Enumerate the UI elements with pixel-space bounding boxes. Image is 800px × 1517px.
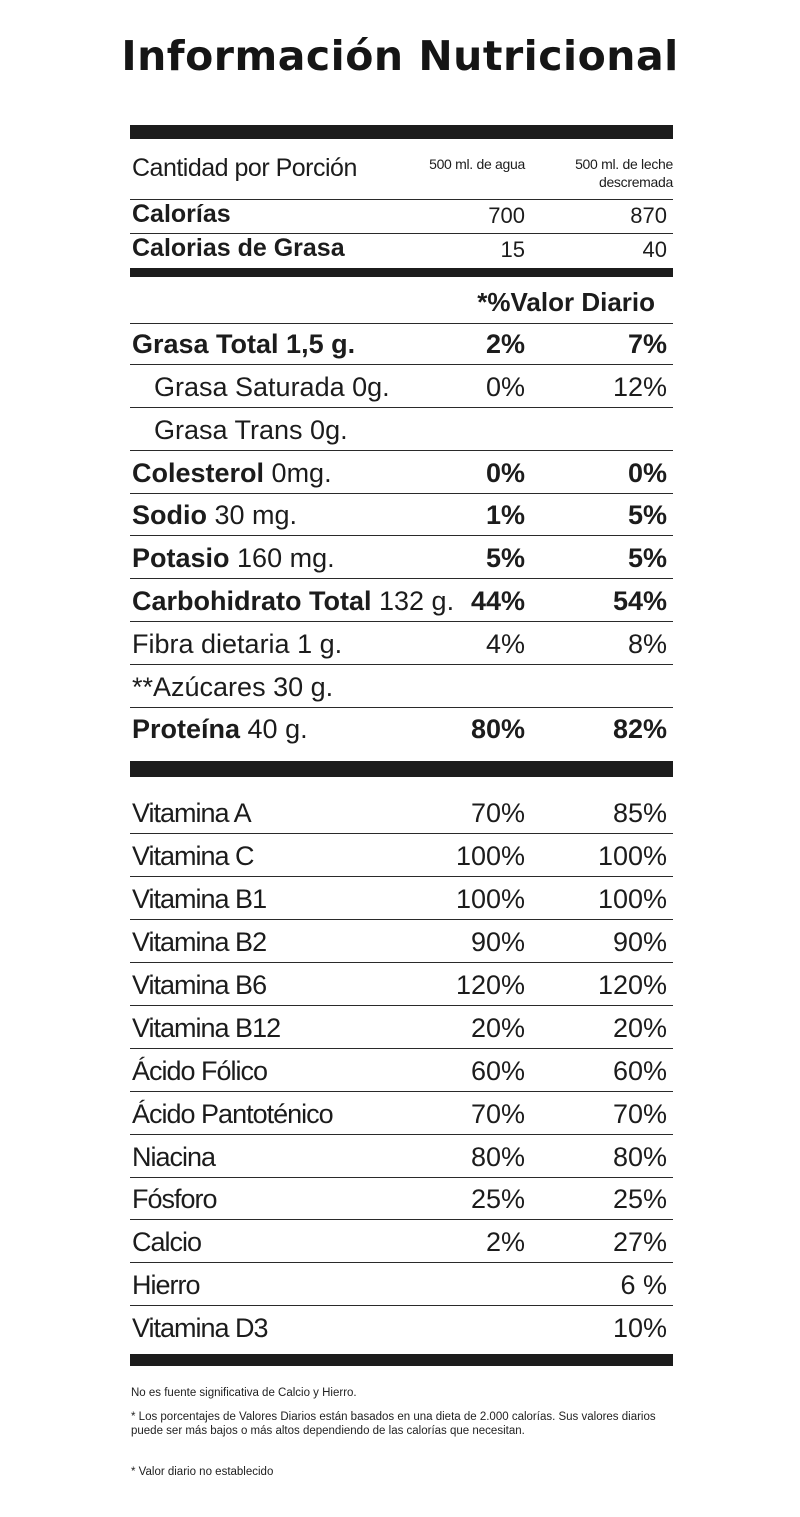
nutrient-name <box>132 672 333 703</box>
vitamin-name: Vitamina D3 <box>132 1313 268 1344</box>
vitamin-milk-value: 100% <box>597 841 667 872</box>
nutrient-name <box>132 500 297 531</box>
nutrient-name <box>132 714 308 745</box>
vitamin-name: Ácido Pantoténico <box>132 1098 333 1129</box>
vitamin-milk-value: 80% <box>612 1141 667 1172</box>
nutrient-milk-value: 7% <box>627 329 667 360</box>
nutrient-name-amount: Grasa Saturada 0g. <box>154 372 390 403</box>
bottom-divider-bar <box>130 1354 673 1366</box>
vitamin-row <box>130 1221 673 1263</box>
nutrient-row <box>130 494 673 536</box>
fat-calories-water-value: 15 <box>500 237 525 262</box>
nutrient-name <box>132 329 355 360</box>
nutrient-name <box>154 372 390 403</box>
vitamin-row <box>130 921 673 963</box>
serving-label: Cantidad por Porción <box>132 154 357 182</box>
nutrient-water-value: 44% <box>470 586 525 617</box>
vitamin-milk-value: 60% <box>612 1055 667 1086</box>
nutrient-water-value: 5% <box>485 543 525 574</box>
nutrient-name-amount: 0mg. <box>264 457 332 488</box>
nutrient-row <box>130 665 673 707</box>
vitamin-name: Vitamina C <box>132 841 254 872</box>
column-water-label: 500 ml. de agua <box>429 156 525 172</box>
vitamin-milk-value: 10% <box>612 1313 667 1344</box>
calories-milk-value: 870 <box>630 203 667 228</box>
fat-calories-label: Calorias de Grasa <box>132 234 345 262</box>
nutrient-water-value: 4% <box>485 628 525 659</box>
column-milk-label-line1: 500 ml. de leche <box>575 156 673 172</box>
nutrient-milk-value: 5% <box>627 500 667 531</box>
nutrient-row <box>130 580 673 622</box>
vitamin-water-value: 25% <box>470 1184 525 1215</box>
nutrient-name-bold: Potasio <box>132 543 230 574</box>
vitamin-row <box>130 1007 673 1049</box>
vitamin-water-value: 2% <box>485 1227 525 1258</box>
nutrient-row <box>130 451 673 493</box>
calories-row <box>130 199 673 234</box>
vitamin-water-value: 90% <box>470 927 525 958</box>
nutrient-water-value: 2% <box>485 329 525 360</box>
vitamin-milk-value: 85% <box>612 798 667 829</box>
nutrient-row <box>130 366 673 408</box>
vitamin-name: Vitamina B12 <box>132 1012 281 1043</box>
vitamin-milk-value: 25% <box>612 1184 667 1215</box>
vitamin-row <box>130 1135 673 1177</box>
column-milk-label-line2: descremada <box>598 174 673 190</box>
footnote-not-established: * Valor diario no establecido <box>131 1466 274 1478</box>
vitamin-name: Calcio <box>132 1227 202 1258</box>
nutrient-name-bold: Grasa Total 1,5 g. <box>132 329 356 360</box>
nutrient-row <box>130 537 673 579</box>
nutrient-name <box>132 458 332 489</box>
vitamin-name: Vitamina A <box>132 798 251 829</box>
vitamin-water-value: 120% <box>455 969 525 1000</box>
nutrient-name <box>132 586 454 617</box>
nutrient-row <box>130 323 673 365</box>
nutrient-milk-value: 54% <box>612 586 667 617</box>
fat-calories-row <box>130 235 673 267</box>
vitamin-water-value: 100% <box>455 884 525 915</box>
nutrient-name-amount: **Azúcares 30 g. <box>132 671 334 702</box>
nutrient-name <box>154 415 348 446</box>
vitamin-name: Vitamina B2 <box>132 927 267 958</box>
calories-label: Calorías <box>132 200 231 228</box>
vitamins-divider-bar <box>130 761 673 777</box>
vitamin-water-value: 70% <box>470 1098 525 1129</box>
vitamin-row <box>130 1178 673 1220</box>
vitamin-row <box>130 1307 673 1348</box>
nutrient-name <box>132 543 335 574</box>
nutrient-milk-value: 5% <box>627 543 667 574</box>
nutrient-name-bold: Colesterol <box>132 457 265 488</box>
vitamin-water-value: 100% <box>455 841 525 872</box>
vitamin-name: Ácido Fólico <box>132 1055 268 1086</box>
nutrient-water-value: 80% <box>470 714 525 745</box>
serving-header-row <box>130 139 673 200</box>
nutrient-water-value: 1% <box>485 500 525 531</box>
nutrient-row <box>130 623 673 665</box>
nutrient-name-amount: 160 mg. <box>229 543 335 574</box>
vitamin-row <box>130 964 673 1006</box>
vitamin-milk-value: 90% <box>612 927 667 958</box>
nutrient-name-bold: Sodio <box>132 500 207 531</box>
vitamin-milk-value: 20% <box>612 1012 667 1043</box>
vitamin-milk-value: 6 % <box>620 1270 667 1301</box>
page-title: Información Nutricional <box>121 32 679 80</box>
vitamin-row <box>130 1264 673 1306</box>
vitamin-milk-value: 27% <box>612 1227 667 1258</box>
nutrient-name-bold: Proteína <box>132 714 241 745</box>
calories-divider-bar <box>130 268 673 277</box>
vitamin-row <box>130 1049 673 1091</box>
vitamin-water-value: 80% <box>470 1141 525 1172</box>
vitamin-row <box>130 835 673 877</box>
nutrient-name-bold: Carbohidrato Total <box>132 586 372 617</box>
calories-water-value: 700 <box>488 203 525 228</box>
vitamin-name: Vitamina B1 <box>132 884 267 915</box>
nutrient-name <box>132 629 342 660</box>
vitamin-milk-value: 70% <box>612 1098 667 1129</box>
vitamin-milk-value: 120% <box>597 969 667 1000</box>
nutrient-milk-value: 0% <box>627 457 667 488</box>
vitamin-row <box>130 878 673 920</box>
daily-value-header: *%Valor Diario <box>477 287 655 317</box>
footnote-not-significant: No es fuente significativa de Calcio y Hierro. <box>131 1387 357 1399</box>
fat-calories-milk-value: 40 <box>642 237 667 262</box>
nutrient-name-amount: 30 mg. <box>207 500 298 531</box>
vitamin-water-value: 60% <box>470 1055 525 1086</box>
vitamin-name: Hierro <box>132 1270 200 1301</box>
vitamin-row <box>130 792 673 834</box>
top-divider-bar <box>130 125 673 139</box>
nutrient-milk-value: 82% <box>612 714 667 745</box>
nutrient-milk-value: 8% <box>627 628 667 659</box>
nutrient-name-amount: 132 g. <box>371 586 455 617</box>
vitamin-water-value: 70% <box>470 798 525 829</box>
vitamin-name: Niacina <box>132 1141 216 1172</box>
vitamin-row <box>130 1092 673 1134</box>
vitamin-water-value: 20% <box>470 1012 525 1043</box>
nutrient-name-amount: Fibra dietaria 1 g. <box>132 628 343 659</box>
nutrient-name-amount: 40 g. <box>240 714 308 745</box>
nutrient-milk-value: 12% <box>612 372 667 403</box>
nutrient-name-amount: Grasa Trans 0g. <box>154 414 348 445</box>
footnote-daily-values: * Los porcentajes de Valores Diarios están basados en una dieta de 2.000 calorías. Sus valores diarios puede ser más bajos o más altos dependiendo de las calorías que necesitan. <box>131 1411 656 1437</box>
vitamin-name: Vitamina B6 <box>132 969 267 1000</box>
nutrient-row <box>130 409 673 451</box>
nutrient-row <box>130 708 673 749</box>
nutrient-water-value: 0% <box>485 457 525 488</box>
daily-value-header-row <box>130 277 673 324</box>
nutrient-water-value: 0% <box>485 372 525 403</box>
vitamin-milk-value: 100% <box>597 884 667 915</box>
vitamin-name: Fósforo <box>132 1184 217 1215</box>
